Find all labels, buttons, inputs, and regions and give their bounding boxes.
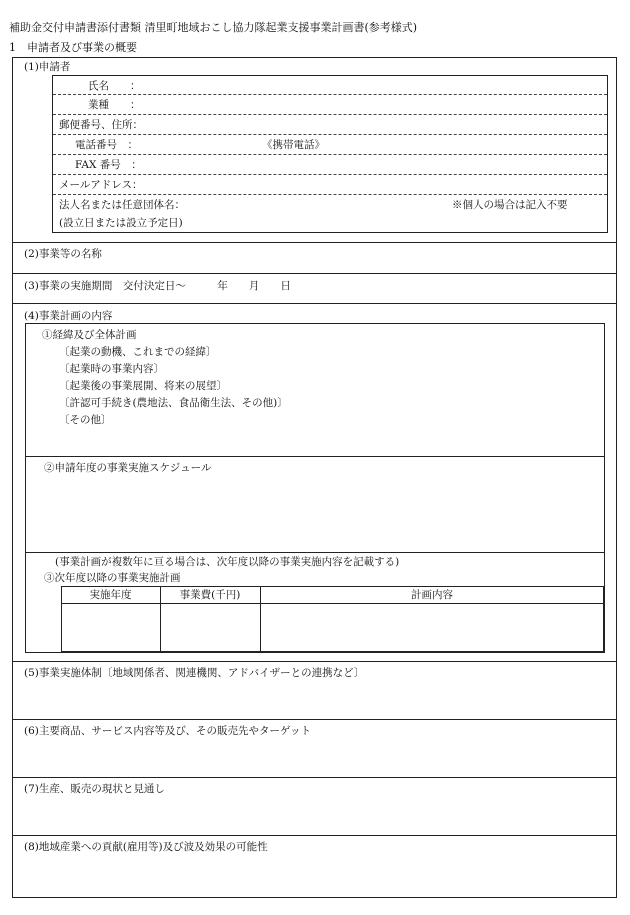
corporation-label: 法人名または任意団体名：	[59, 199, 185, 211]
established-date-label: (設立日または設立予定日)	[59, 217, 183, 229]
document-title: 補助金交付申請書添付書類 清里町地域おこし協力隊起業支援事業計画書(参考様式)	[9, 21, 418, 34]
table-header-year: 実施年度	[89, 589, 132, 601]
business-name-heading: (2)事業等の名称	[24, 248, 102, 260]
plan-item: 〔起業後の事業展開、将来の展望〕	[59, 380, 227, 392]
industry-label: 業種 ：	[88, 99, 141, 111]
table-header-content: 計画内容	[411, 589, 453, 601]
mobile-label: 《携帯電話》	[262, 139, 325, 151]
phone-label: 電話番号 ：	[75, 139, 138, 151]
plan-item: 〔起業の動機、これまでの経緯〕	[59, 346, 217, 358]
email-label: メールアドレス：	[59, 179, 143, 191]
multi-year-note: (事業計画が複数年に亘る場合は、次年度以降の事業実施内容を記載する)	[55, 556, 400, 568]
regional-contribution-heading: (8)地域産業への貢献(雇用等)及び波及効果の可能性	[24, 841, 268, 853]
next-year-plan-heading: ③次年度以降の事業実施計画	[44, 572, 181, 584]
plan-history-heading: ①経緯及び全体計画	[42, 329, 137, 341]
section-1-heading: 1 申請者及び事業の概要	[9, 41, 137, 54]
individual-note: ※個人の場合は記入不要	[452, 199, 568, 211]
implementation-period-heading: (3)事業の実施期間 交付決定日〜 年 月 日	[24, 280, 291, 292]
business-plan-heading: (4)事業計画の内容	[24, 310, 113, 322]
address-label: 郵便番号、住所：	[59, 119, 143, 131]
plan-item: 〔許認可手続き(農地法、食品衛生法、その他)〕	[59, 397, 288, 409]
name-label: 氏名 ：	[88, 80, 141, 92]
plan-item: 〔起業時の事業内容〕	[59, 363, 164, 375]
production-sales-heading: (7)生産、販売の現状と見通し	[24, 783, 165, 795]
plan-item: 〔その他〕	[59, 414, 112, 426]
products-services-heading: (6)主要商品、サービス内容等及び、その販売先やターゲット	[24, 725, 312, 737]
applicant-heading: (1)申請者	[24, 61, 71, 73]
fax-label: FAX 番号 ：	[75, 159, 142, 171]
table-header-cost: 事業費(千円)	[179, 589, 241, 601]
implementation-structure-heading: (5)事業実施体制〔地域関係者、関連機関、アドバイザーとの連携など〕	[24, 667, 365, 679]
schedule-heading: ②申請年度の事業実施スケジュール	[44, 462, 212, 474]
